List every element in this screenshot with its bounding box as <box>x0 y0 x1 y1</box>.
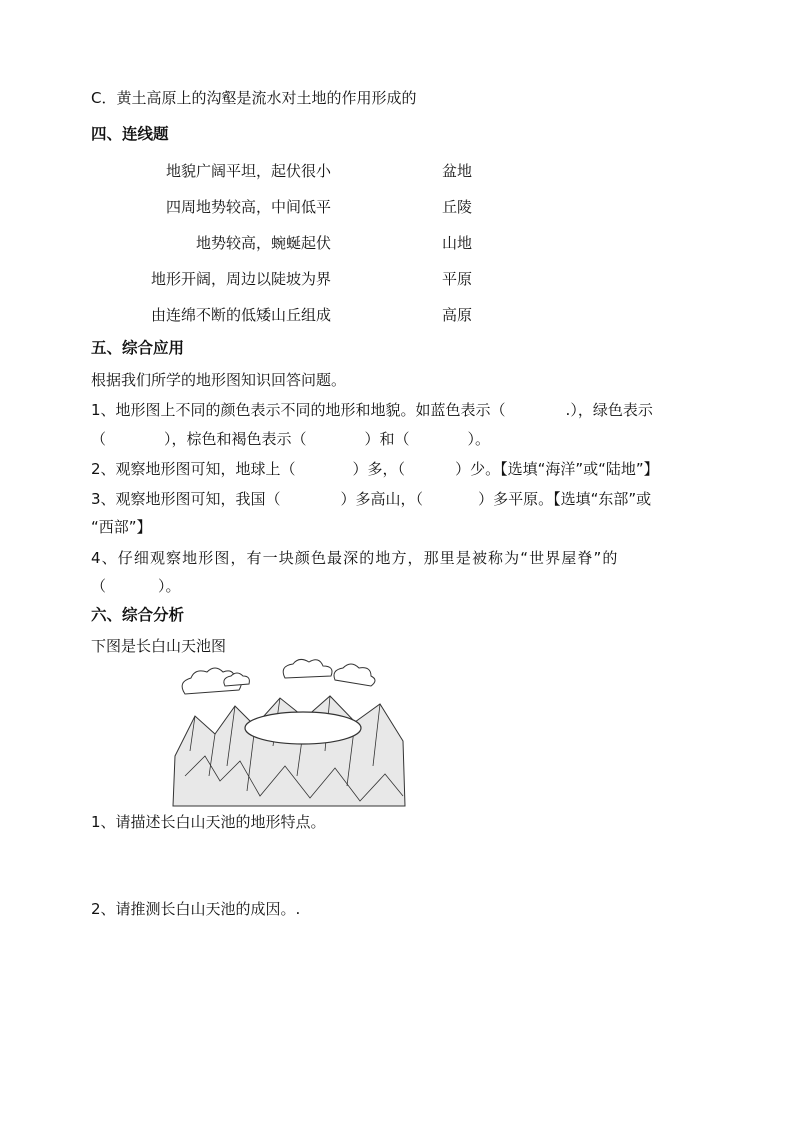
q1-text-a: 1、地形图上不同的颜色表示不同的地形和地貌。如蓝色表示（ <box>91 401 506 419</box>
section-6-q1: 1、请描述长白山天池的地形特点。 <box>91 813 326 831</box>
section-4-title: 四、连线题 <box>91 125 169 143</box>
question-5-3-line-1 <box>91 489 702 509</box>
q2-text-b: ）多，（ <box>352 460 406 478</box>
q1-text-c: （ <box>91 430 107 448</box>
match-right-2: 丘陵 <box>442 198 473 216</box>
section-6-title: 六、综合分析 <box>91 606 185 624</box>
q4-text-a: 4、仔细观察地形图，有一块颜色最深的地方，那里是被称为“世界屋脊”的 <box>91 549 619 567</box>
q1-text-f: ）。 <box>467 430 491 448</box>
q1-text-e: ）和（ <box>364 430 410 448</box>
question-5-1-line-1 <box>91 400 702 420</box>
q3-text-b: ）多高山，（ <box>340 490 424 508</box>
q1-text-b: .），绿色表示 <box>565 401 653 419</box>
tianchi-illustration <box>165 656 415 811</box>
q3-text-c: ）多平原。【选填“东部”或 <box>478 490 652 508</box>
match-left-5: 由连绵不断的低矮山丘组成 <box>150 306 331 324</box>
section-5-intro: 根据我们所学的地形图知识回答问题。 <box>91 371 347 389</box>
section-6-q2: 2、请推测长白山天池的成因。. <box>91 900 301 918</box>
option-c: C．黄土高原上的沟壑是流水对土地的作用形成的 <box>91 89 417 107</box>
match-right-3: 山地 <box>442 234 473 252</box>
section-5-title: 五、综合应用 <box>91 339 185 357</box>
question-5-4-line-2 <box>91 576 181 596</box>
q2-text-c: ）少。【选填“海洋”或“陆地”】 <box>455 460 659 478</box>
question-5-2 <box>91 459 659 479</box>
section-6-intro: 下图是长白山天池图 <box>91 637 227 655</box>
q4-text-b: （ <box>91 577 107 595</box>
match-left-2: 四周地势较高，中间低平 <box>165 198 331 216</box>
match-right-5: 高原 <box>442 306 473 324</box>
question-5-4-line-1 <box>91 548 702 568</box>
match-left-3: 地势较高，蜿蜒起伏 <box>195 234 331 252</box>
match-right-4: 平原 <box>442 270 473 288</box>
match-left-1: 地貌广阔平坦，起伏很小 <box>165 162 331 180</box>
q3-text-a: 3、观察地形图可知，我国（ <box>91 490 281 508</box>
q3-text-d: “西部”】 <box>91 518 152 536</box>
q1-text-d: ），棕色和褐色表示（ <box>164 430 307 448</box>
q2-text-a: 2、观察地形图可知，地球上（ <box>91 460 296 478</box>
match-left-4: 地形开阔，周边以陡坡为界 <box>150 270 331 288</box>
match-right-1: 盆地 <box>442 162 473 180</box>
question-5-1-line-2 <box>91 429 490 449</box>
q4-text-c: ）。 <box>158 577 181 595</box>
